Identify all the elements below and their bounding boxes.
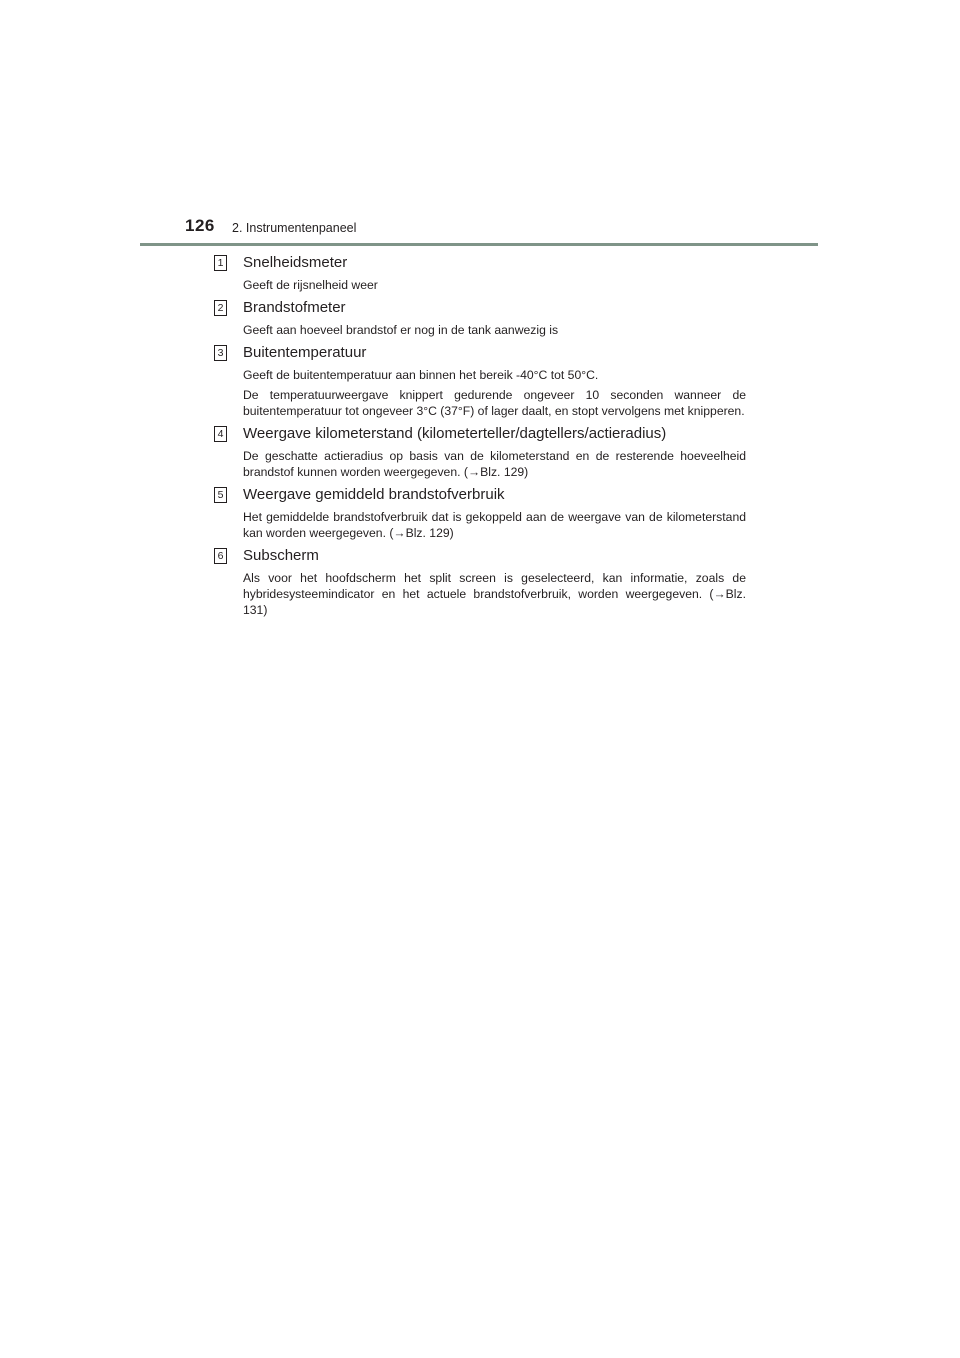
item-description [243, 570, 746, 618]
item-title: Brandstofmeter [243, 299, 346, 316]
chapter-title: 2. Instrumentenpaneel [232, 221, 357, 235]
list-item-outside-temperature [214, 342, 746, 419]
list-item-fuel-gauge [214, 297, 746, 338]
item-title: Buitentemperatuur [243, 344, 367, 361]
item-heading [214, 423, 746, 448]
item-paragraph: De temperatuurweergave knippert gedurende ongeveer 10 seconden wanneer de buitentemperatuur tot ongeveer 3°C (37°F) of lager daalt, en stopt vervolgens met knipperen. [243, 388, 746, 418]
item-heading [214, 342, 746, 367]
item-heading [214, 484, 746, 509]
item-number-badge: 2 [214, 300, 227, 316]
item-description [243, 322, 746, 338]
item-paragraph: De geschatte actieradius op basis van de kilometerstand en de resterende hoeveelheid brandstof kunnen worden weergegeven. (→Blz. 129) [243, 449, 746, 479]
item-heading [214, 545, 746, 570]
list-item-sub-screen [214, 545, 746, 618]
item-heading [214, 252, 746, 277]
item-paragraph: Geeft de rijsnelheid weer [243, 278, 378, 292]
list-item-odometer-display [214, 423, 746, 480]
item-number-badge: 4 [214, 426, 227, 442]
item-number-badge: 6 [214, 548, 227, 564]
item-paragraph: Als voor het hoofdscherm het split screen is geselecteerd, kan informatie, zoals de hybridesysteemindicator en het actuele brandstofverbruik, worden weergegeven. (→Blz. 131) [243, 571, 746, 617]
item-paragraph: Het gemiddelde brandstofverbruik dat is gekoppeld aan de weergave van de kilometerstand kan worden weergegeven. (→Blz. 129) [243, 510, 746, 540]
list-item-average-fuel-consumption [214, 484, 746, 541]
list-item-speedometer [214, 252, 746, 293]
item-number-badge: 1 [214, 255, 227, 271]
item-title: Weergave kilometerstand (kilometerteller/dagtellers/actieradius) [243, 425, 667, 442]
item-number-badge: 3 [214, 345, 227, 361]
content-list [214, 252, 746, 622]
item-description [243, 448, 746, 480]
header-divider [140, 243, 818, 246]
item-title: Subscherm [243, 547, 319, 564]
item-number-badge: 5 [214, 487, 227, 503]
item-title: Snelheidsmeter [243, 254, 348, 271]
item-paragraph: Geeft aan hoeveel brandstof er nog in de tank aanwezig is [243, 323, 559, 337]
item-description [243, 509, 746, 541]
page-number: 126 [185, 216, 215, 235]
item-title: Weergave gemiddeld brandstofverbruik [243, 486, 505, 503]
item-description [243, 367, 746, 419]
item-paragraph: Geeft de buitentemperatuur aan binnen het bereik -40°C tot 50°C. [243, 368, 599, 382]
item-heading [214, 297, 746, 322]
item-description [243, 277, 746, 293]
